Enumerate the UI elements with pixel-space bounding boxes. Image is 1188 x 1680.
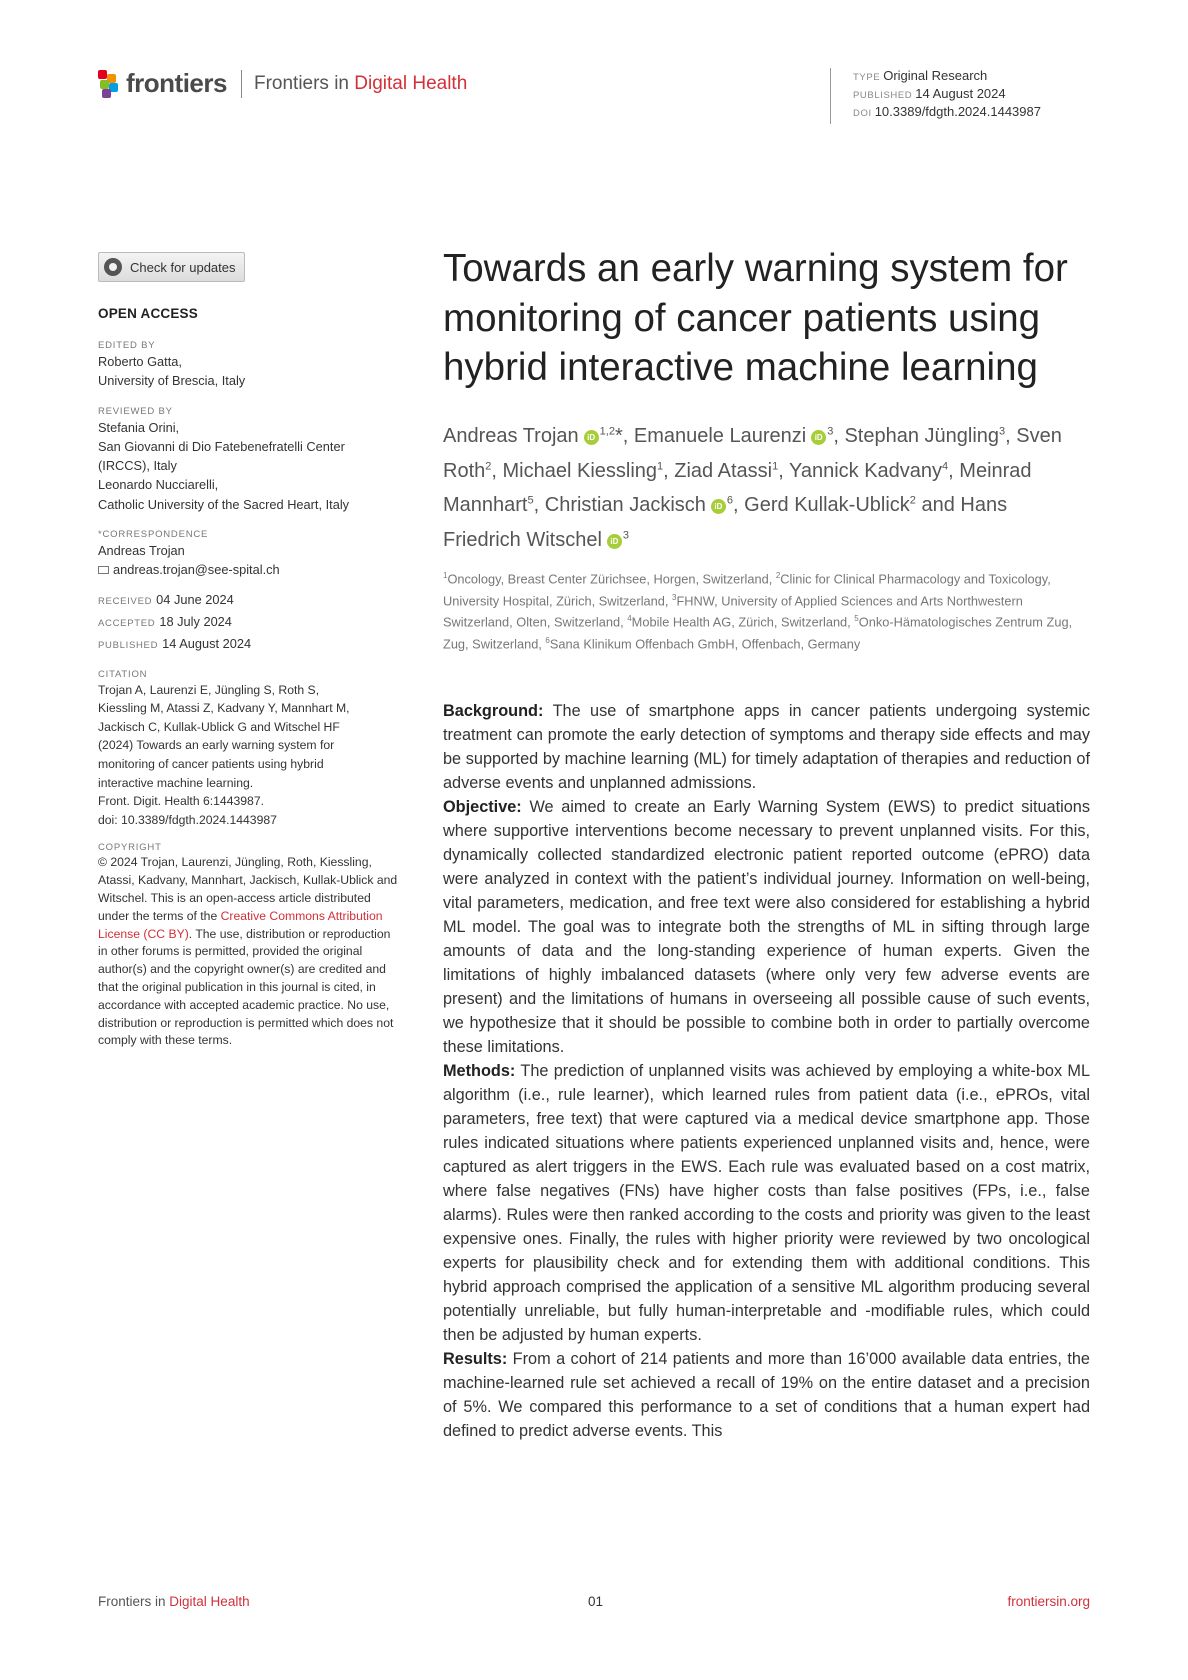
author[interactable] [503, 460, 675, 482]
article-dates [98, 590, 398, 656]
author-name[interactable]: Stephan Jüngling [844, 425, 1000, 448]
meta-line [853, 86, 1041, 104]
page-header [98, 64, 1098, 134]
logo-square-purple [102, 89, 111, 98]
reviewer-line: (IRCCS), Italy [98, 458, 177, 474]
citation-label: CITATION [98, 668, 148, 680]
author[interactable] [674, 460, 789, 482]
open-access-label: OPEN ACCESS [98, 306, 198, 321]
date-key: PUBLISHED [98, 639, 159, 651]
abstract-section [443, 699, 1090, 795]
abstract-section-label: Objective: [443, 798, 522, 816]
affiliation-text: Mobile Health AG, Zürich, Switzerland, [631, 614, 855, 630]
affiliation-number: 6 [545, 635, 550, 645]
copyright-text-end: . The use, distribution or reproduction in other forums is permitted, provided the original author(s) and the copyright owner(s) are credited and that the original publication in this journal is cited, in accordance with accepted academic practice. No use, distribution or reproduction is permitted which does not comply with these terms. [98, 926, 394, 1048]
citation-line: interactive machine learning. [98, 775, 254, 790]
author-name[interactable]: Yannick Kadvany [788, 459, 943, 482]
journal-title: Digital Health [354, 72, 468, 94]
reviewer-line: Stefania Orini, [98, 419, 180, 435]
journal-prefix: Frontiers in [253, 72, 349, 94]
abstract-section-text: The prediction of unplanned visits was achieved by employing a white-box ML algorithm (i.e., rule learner), which learned rules from patient data (i.e., ePROs, vital parameters, free text) that were captured via a medical device smartphone app. Those rules indicated situations where patients experienced unplanned visits and, hence, were captured as alert triggers in the EWS. Each rule was evaluated based on a cost matrix, where false negatives (FNs) have higher costs than false positives (FPs, i.e., false alarms). Rules were then ranked according to the costs and priority was given to the least expensive ones. Finally, the rules with higher priority were reviewed by two oncological experts for plausibility check and for extending them with additional conditions. This hybrid approach comprised the application of a sensitive ML algorithm producing several potentially unreliable, but fully human-interpretable and -modifiable rules, which could then be adjusted by human experts. [443, 1062, 1091, 1344]
abstract-section-text: From a cohort of 214 patients and more than 16’000 available data entries, the machine-learned rule set achieved a recall of 19% on the entire dataset and a precision of 5%. We compared this performance to a set of conditions that a human expert had defined to predict adverse events. This [443, 1350, 1090, 1440]
correspondence-email-row[interactable] [98, 560, 398, 579]
page-number: 01 [588, 1594, 604, 1609]
edited-by [98, 352, 398, 391]
affiliation-text: Onko-Hämatologisches Zentrum Zug, Zug, Switzerland, [443, 614, 1073, 651]
abstract-section-label: Background: [443, 702, 544, 720]
meta-key: TYPE [853, 72, 881, 83]
author-separator: , [622, 425, 634, 448]
author-name[interactable]: Andreas Trojan [443, 425, 579, 448]
affiliation-number: 5 [854, 614, 859, 624]
affiliation-text: FHNW, University of Applied Sciences and Arts Northwestern Switzerland, Olten, Switzerland, [443, 592, 1023, 630]
orcid-icon[interactable]: iD [811, 430, 826, 445]
author-name[interactable]: Sven Roth [443, 425, 1062, 482]
abstract-section [443, 1059, 1090, 1347]
license-link[interactable]: Creative Commons Attribution License (CC BY) [98, 908, 383, 941]
copyright [98, 854, 398, 1050]
author-separator: , [948, 459, 960, 482]
update-icon [104, 258, 122, 276]
author[interactable] [789, 460, 959, 482]
meta-key: PUBLISHED [853, 90, 913, 101]
author-affiliation-number: 2 [909, 494, 916, 507]
copyright-label: COPYRIGHT [98, 842, 162, 854]
editor-name: Roberto Gatta, [98, 354, 182, 369]
author-name[interactable]: Gerd Kullak-Ublick [744, 494, 910, 517]
abstract-section [443, 1347, 1090, 1443]
date-value: 18 July 2024 [159, 613, 232, 629]
author-affiliation-number: 3 [999, 425, 1006, 438]
copyright-text: © 2024 Trojan, Laurenzi, Jüngling, Roth, Kiessling, Atassi, Kadvany, Mannhart, Jackisch, Kullak-Ublick and Witschel. This is an open-access article distributed under the terms of the [98, 855, 398, 923]
orcid-icon[interactable]: iD [607, 534, 622, 549]
check-for-updates-label: Check for updates [130, 259, 236, 275]
abstract-section [443, 795, 1090, 1059]
author[interactable] [545, 494, 744, 516]
affiliation-number: 2 [775, 571, 781, 581]
reviewer-line: San Giovanni di Dio Fatebenefratelli Center [98, 438, 345, 454]
author-name[interactable]: Meinrad Mannhart [443, 459, 1032, 517]
citation-line: doi: 10.3389/fdgth.2024.1443987 [98, 812, 277, 827]
frontiers-logo[interactable] [98, 68, 467, 99]
author-affiliation-number: 4 [942, 460, 949, 473]
footer-journal-prefix: Frontiers in [98, 1594, 166, 1609]
author-separator: , [778, 459, 789, 482]
editor-affiliation: University of Brescia, Italy [98, 373, 246, 389]
author-affiliation-number: 2 [485, 460, 492, 473]
correspondence [98, 541, 398, 580]
reviewed-by-label: REVIEWED BY [98, 405, 173, 417]
author-affiliation-number: 5 [527, 494, 534, 507]
date-line [98, 612, 398, 634]
footer-site-link[interactable]: frontiersin.org [1007, 1594, 1090, 1609]
abstract-section-text: The use of smartphone apps in cancer patients undergoing systemic treatment can promote the early detection of symptoms and therapy side effects and may be supported by machine learning (ML) for timely adaptation of therapies and reduction of adverse events and unplanned admissions. [443, 702, 1090, 792]
meta-line [853, 104, 1041, 122]
citation [98, 681, 398, 830]
citation-line: (2024) Towards an early warning system for [98, 738, 335, 753]
article-meta [830, 68, 1041, 124]
date-key: ACCEPTED [98, 617, 156, 629]
journal-name [254, 73, 467, 95]
author[interactable] [844, 425, 1016, 447]
author-separator: , [491, 459, 503, 482]
author-name[interactable]: Ziad Atassi [674, 459, 773, 482]
meta-line [853, 68, 1041, 86]
citation-line: Jackisch C, Kullak-Ublick G and Witschel HF [98, 719, 340, 734]
citation-line: Kiessling M, Atassi Z, Kadvany Y, Mannhart M, [98, 701, 350, 716]
reviewer-line: Leonardo Nucciarelli, [98, 477, 219, 493]
mail-icon [98, 566, 109, 574]
article-title: Towards an early warning system for monitoring of cancer patients using hybrid interactive machine learning [443, 247, 1068, 389]
author-separator: , [1005, 425, 1017, 448]
date-value: 14 August 2024 [162, 635, 252, 651]
correspondence-name: Andreas Trojan [98, 543, 185, 559]
correspondence-label: *CORRESPONDENCE [98, 529, 209, 541]
affiliation-text: Clinic for Clinical Pharmacology and Toxicology, University Hospital, Zürich, Switzerland, [443, 571, 1051, 608]
abstract-section-label: Results: [443, 1350, 508, 1368]
author-name[interactable]: Emanuele Laurenzi [633, 425, 807, 448]
check-for-updates-button[interactable] [98, 252, 245, 282]
footer-journal-name: Digital Health [169, 1594, 250, 1609]
logo-square-red [98, 70, 107, 79]
edited-by-label: EDITED BY [98, 340, 156, 351]
logo-square-green [100, 80, 109, 89]
meta-key: DOI [853, 108, 872, 119]
affiliation-text: Oncology, Breast Center Zürichsee, Horgen, Switzerland, [447, 571, 776, 587]
reviewed-by [98, 418, 398, 514]
meta-value: Original Research [883, 68, 988, 83]
author-affiliation-number: 1 [657, 460, 664, 473]
frontiers-logo-icon [98, 70, 122, 98]
affiliation-number: 3 [672, 592, 677, 602]
author-separator: , [733, 494, 745, 517]
author-name[interactable]: Christian Jackisch [544, 494, 706, 517]
author-affiliation-number: 1 [772, 460, 779, 473]
date-key: RECEIVED [98, 595, 153, 607]
citation-line: Front. Digit. Health 6:1443987. [98, 794, 264, 809]
citation-line: Trojan A, Laurenzi E, Jüngling S, Roth S, [98, 682, 320, 697]
meta-value: 14 August 2024 [915, 86, 1006, 101]
article-main [443, 244, 1090, 1443]
affiliation-text: Sana Klinikum Offenbach GmbH, Offenbach, Germany [549, 635, 861, 651]
orcid-icon[interactable]: iD [584, 430, 599, 445]
orcid-icon[interactable]: iD [711, 499, 726, 514]
author-affiliation-number: 6 [726, 494, 734, 507]
author-separator: , [663, 459, 675, 482]
sidebar [98, 252, 398, 1050]
author-affiliation-number: 1,2 [599, 425, 615, 438]
author[interactable] [744, 494, 921, 516]
logo-divider [241, 70, 242, 98]
author-affiliation-number: 3 [622, 529, 630, 542]
brand-name: frontiers [126, 68, 227, 98]
author-separator: , [533, 494, 545, 517]
author-separator: , [833, 425, 845, 448]
author[interactable] [634, 425, 845, 447]
affiliation-number: 4 [627, 614, 632, 624]
correspondence-email[interactable]: andreas.trojan@see-spital.ch [113, 562, 280, 578]
date-line [98, 634, 398, 656]
corresponding-marker: * [614, 425, 623, 448]
abstract-section-text: We aimed to create an Early Warning System (EWS) to predict situations where supportive interventions become necessary to prevent unplanned visits. For this, dynamically collected standardized electronic patient reported outcome (ePRO) data were analyzed in context with the patient’s individual journey. Information on well-being, vital parameters, medication, and free text were also considered for establishing a hybrid ML model. The goal was to integrate both the strengths of ML in sifting through large amounts of data and the long-standing experience of human experts. Given the limitations of highly imbalanced datasets (where only very few adverse events are present) and the limitations of humans in overseeing all possible cause of such events, we hypothesize that it should be possible to combine both in order to partially overcome these limitations. [443, 798, 1090, 1056]
author-name[interactable]: and Hans Friedrich Witschel [443, 494, 1008, 552]
affiliation-number: 1 [443, 571, 448, 581]
abstract [443, 699, 1090, 1443]
abstract-section-label: Methods: [443, 1062, 516, 1080]
date-value: 04 June 2024 [156, 591, 234, 607]
citation-line: monitoring of cancer patients using hybrid [98, 757, 324, 772]
author-affiliation-number: 3 [827, 425, 834, 438]
page-footer [98, 1594, 1090, 1614]
reviewer-line: Catholic University of the Sacred Heart, Italy [98, 496, 350, 512]
author-list [443, 417, 1090, 556]
author[interactable] [443, 425, 634, 447]
affiliations [443, 567, 1090, 653]
author-name[interactable]: Michael Kiessling [502, 459, 658, 482]
date-line [98, 590, 398, 612]
meta-value: 10.3389/fdgth.2024.1443987 [874, 104, 1041, 119]
footer-journal [98, 1594, 250, 1609]
